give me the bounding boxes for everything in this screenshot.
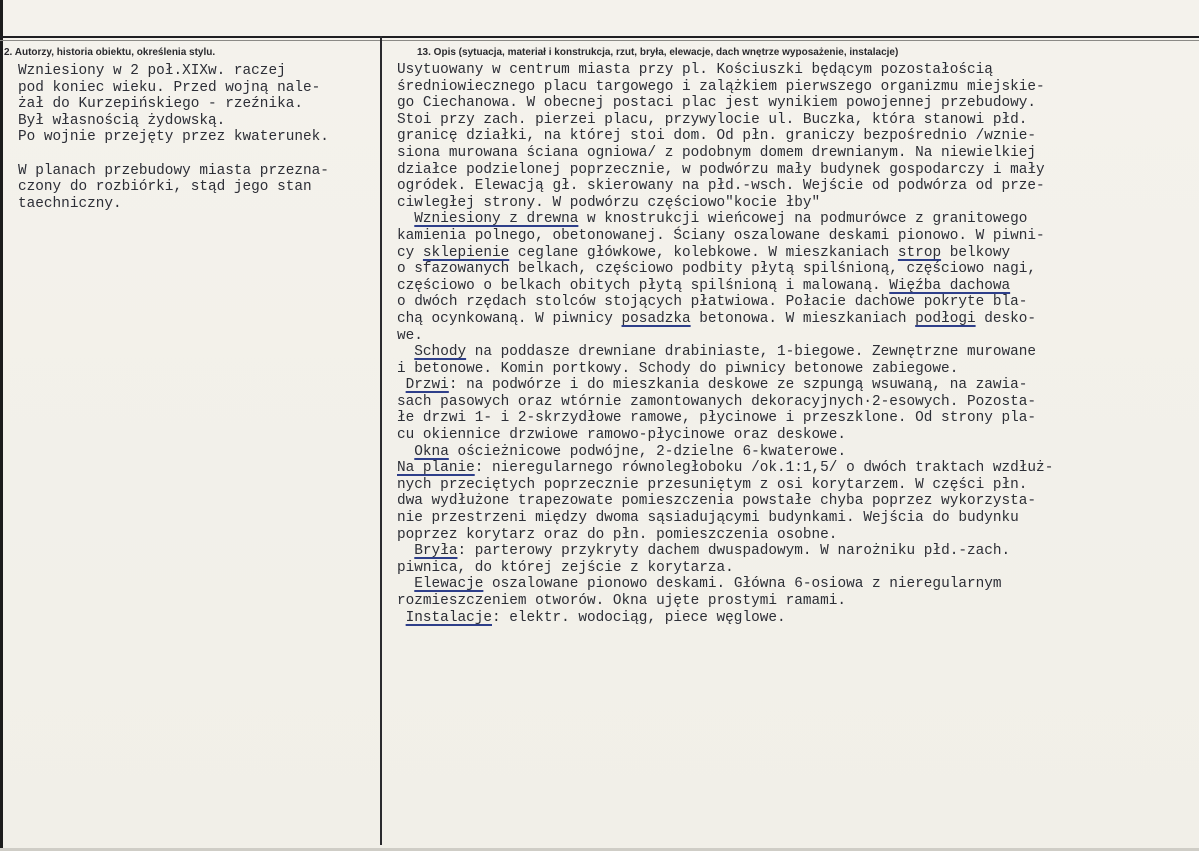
text-line — [397, 560, 1197, 577]
underlined-heading: Okna — [414, 443, 449, 460]
text-segment: siona murowana ściana ogniowa/ z podobnym domem drewnianym. Na niewielkiej — [397, 144, 1037, 161]
history-text-block — [18, 63, 378, 212]
text-segment: we. — [397, 327, 423, 344]
column-divider — [380, 36, 382, 845]
text-line — [397, 162, 1197, 179]
text-line — [397, 610, 1197, 627]
text-line — [397, 261, 1197, 278]
text-line — [397, 377, 1197, 394]
text-line — [397, 278, 1197, 295]
text-line — [397, 128, 1197, 145]
text-segment: betonowa. W mieszkaniach — [690, 310, 916, 327]
text-line — [397, 477, 1197, 494]
underlined-heading: posadzka — [621, 310, 691, 327]
text-segment — [397, 377, 406, 393]
underlined-heading: Elewacje — [414, 576, 484, 593]
text-segment: kamienia polnego, obetonowanej. Ściany oszalowane deskami pionowo. W piwni- — [397, 227, 1045, 244]
text-segment: i betonowe. Komin portkowy. Schody do piwnicy betonowe zabiegowe. — [397, 360, 959, 377]
text-segment: piwnica, do której zejście z korytarza. — [397, 559, 734, 576]
underlined-heading: Wzniesiony z drewna — [414, 211, 579, 228]
text-segment: desko- — [975, 310, 1037, 327]
text-segment: średniowiecznego placu targowego i zalążkiem pierwszego organizmu miejskie- — [397, 78, 1045, 95]
text-segment: ogródek. Elewacją gł. skierowany na płd.-wsch. Wejście od podwórza od prze- — [397, 178, 1045, 195]
text-line — [397, 576, 1197, 593]
text-segment — [397, 543, 414, 559]
text-segment: nych przeciętych poprzecznie przesuniętym z osi korytarzem. W części płn. — [397, 476, 1028, 493]
underlined-heading: podłogi — [915, 310, 976, 327]
text-line — [397, 510, 1197, 527]
text-line — [397, 427, 1197, 444]
text-line: Był własnością żydowską. — [18, 112, 226, 129]
text-segment: sach pasowych oraz wtórnie zamontowanych dekoracyjnych·2-esowych. Pozosta- — [397, 393, 1037, 410]
text-segment: Usytuowany w centrum miasta przy pl. Kościuszki będącym pozostałością — [397, 62, 993, 78]
text-line — [397, 145, 1197, 162]
text-segment: oszalowane pionowo deskami. Główna 6-osiowa z nieregularnym — [483, 576, 1002, 593]
description-text-block — [397, 62, 1197, 626]
text-segment: go Ciechanowa. W obecnej postaci plac jest wynikiem powojennej przebudowy. — [397, 95, 1037, 112]
text-segment: : parterowy przykryty dachem dwuspadowym. W narożniku płd.-zach. — [457, 543, 1011, 560]
text-line — [397, 294, 1197, 311]
text-segment: dwa wydłużone trapezowate pomieszczenia powstałe chyba poprzez wykorzysta- — [397, 493, 1037, 510]
text-segment: na poddasze drewniane drabiniaste, 1-biegowe. Zewnętrzne murowane — [466, 344, 1037, 361]
text-segment: częściowo o belkach obitych płytą spilśnioną i malowaną. — [397, 277, 890, 294]
text-segment: cu okiennice drzwiowe ramowo-płycinowe oraz deskowe. — [397, 427, 847, 444]
header-rule-secondary — [0, 40, 1199, 41]
text-segment: działce podzielonej poprzecznie, w podwórzu mały budynek gospodarczy i mały — [397, 161, 1045, 178]
text-segment: ciwległej strony. W podwórzu częściowo"kocie łby" — [397, 194, 821, 211]
text-segment — [397, 610, 406, 626]
text-line — [397, 493, 1197, 510]
text-line: żał do Kurzepińskiego - rzeźnika. — [18, 96, 303, 113]
text-line — [397, 460, 1197, 477]
text-line: W planach przebudowy miasta przezna- — [18, 162, 329, 179]
text-segment: o sfazowanych belkach, częściowo podbity płytą spilśnioną, częściowo nagi, — [397, 261, 1037, 278]
text-line — [397, 344, 1197, 361]
underlined-heading: Schody — [414, 344, 467, 361]
text-segment: ościeżnicowe podwójne, 2-dzielne 6-kwaterowe. — [448, 443, 847, 460]
text-segment: Stoi przy zach. pierzei placu, przywylocie ul. Buczka, która stanowi płd. — [397, 111, 1028, 128]
text-segment: : na podwórze i do mieszkania deskowe ze szpungą wsuwaną, na zawia- — [448, 377, 1028, 394]
text-line: Po wojnie przejęty przez kwaterunek. — [18, 129, 329, 146]
text-segment: o dwóch rzędach stolców stojących płatwiowa. Połacie dachowe pokryte bla- — [397, 294, 1028, 311]
text-line: taechniczny. — [18, 195, 122, 212]
text-line — [397, 195, 1197, 212]
left-column-header: 2. Autorzy, historia obiektu, określenia stylu. — [4, 47, 216, 58]
text-line — [397, 361, 1197, 378]
text-line — [397, 527, 1197, 544]
text-segment — [397, 344, 414, 360]
text-segment: ceglane główkowe, kolebkowe. W mieszkaniach — [509, 244, 898, 261]
text-line — [397, 178, 1197, 195]
text-segment — [397, 444, 414, 460]
text-segment — [397, 576, 414, 592]
text-segment: chą ocynkowaną. W piwnicy — [397, 310, 622, 327]
text-segment: : nieregularnego równoległoboku /ok.1:1,5/ o dwóch traktach wzdłuż- — [474, 460, 1054, 477]
text-line — [397, 211, 1197, 228]
text-line — [397, 394, 1197, 411]
text-segment: : elektr. wodociąg, piece węglowe. — [492, 609, 786, 626]
text-line — [18, 146, 378, 163]
text-line: Wzniesiony w 2 poł.XIXw. raczej — [18, 63, 286, 79]
text-line — [397, 245, 1197, 262]
text-line — [397, 593, 1197, 610]
underlined-heading: strop — [897, 244, 942, 261]
text-line — [397, 79, 1197, 96]
text-line — [397, 444, 1197, 461]
text-line — [397, 311, 1197, 328]
text-line: pod koniec wieku. Przed wojną nale- — [18, 79, 321, 96]
underlined-heading: sklepienie — [422, 244, 510, 261]
text-line — [397, 410, 1197, 427]
underlined-heading: Bryła — [414, 543, 458, 560]
text-segment — [397, 211, 414, 227]
text-segment: cy — [397, 244, 423, 261]
text-segment: belkowy — [941, 244, 1011, 261]
text-line: czony do rozbiórki, stąd jego stan — [18, 179, 312, 196]
text-segment: rozmieszczeniem otworów. Okna ujęte prostymi ramami. — [397, 593, 847, 609]
text-segment: granicę działki, na której stoi dom. Od płn. graniczy bezpośrednio /wznie- — [397, 128, 1037, 145]
underlined-heading: Instalacje — [405, 609, 492, 626]
text-segment: łe drzwi 1- i 2-skrzydłowe ramowe, płycinowe i przeszklone. Od strony pla- — [397, 410, 1037, 427]
header-rule — [0, 36, 1199, 38]
text-line — [397, 228, 1197, 245]
scan-left-edge — [0, 0, 3, 851]
underlined-heading: Drzwi — [405, 377, 449, 394]
text-line — [397, 95, 1197, 112]
text-line — [397, 543, 1197, 560]
text-segment: w knostrukcji wieńcowej na podmurówce z granitowego — [578, 211, 1028, 228]
text-line — [397, 62, 1197, 79]
text-segment: poprzez korytarz oraz do płn. pomieszczenia osobne. — [397, 526, 838, 543]
text-segment: nie przestrzeni między dwoma sąsiadującymi budynkami. Wejścia do budynku — [397, 510, 1019, 527]
right-column-header: 13. Opis (sytuacja, materiał i konstrukcja, rzut, bryła, elewacje, dach wnętrze wyposażenie, instalacje) — [417, 47, 899, 58]
text-line — [397, 112, 1197, 129]
underlined-heading: Więźba dachowa — [889, 277, 1011, 294]
text-line — [397, 328, 1197, 345]
underlined-heading: Na planie — [397, 460, 475, 477]
